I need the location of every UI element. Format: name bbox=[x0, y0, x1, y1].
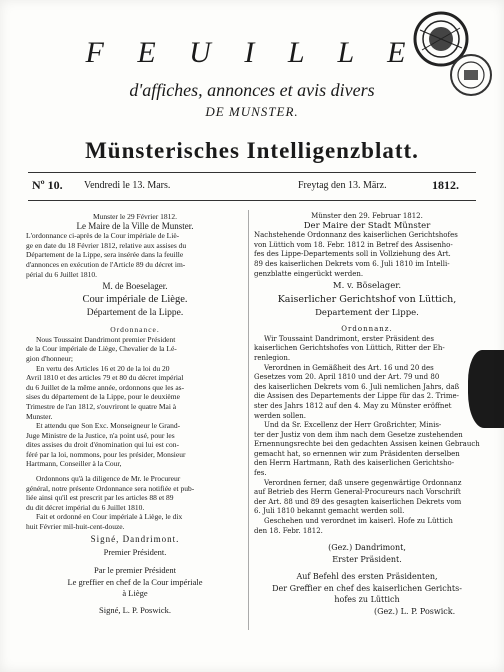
de-line: Der Maire der Stadt Münster bbox=[303, 220, 431, 231]
de-line: den Herrn Hartmann, Rath des kaiserlichen Gerichtsho- bbox=[254, 459, 455, 468]
de-line: Kaiserlicher Gerichtshof von Lüttich, bbox=[277, 294, 457, 306]
fr-line: Par le premier Président bbox=[94, 564, 176, 575]
fr-line: d'annonces en exécution de l'Article 89 du décret im- bbox=[26, 259, 186, 269]
fr-line: général, notre présente Ordonnance sera notifiée et pub- bbox=[26, 483, 195, 493]
masthead-place: DE MUNSTER. bbox=[205, 104, 299, 119]
french-column bbox=[26, 212, 244, 617]
fr-line: Et attendu que Son Exc. Monseigneur le Grand- bbox=[36, 421, 181, 431]
de-line: 6. Juli 1810 bekannt gemacht werden soll. bbox=[254, 507, 405, 516]
de-line: kaiserlichen Gerichtshofes von Lüttich, Ritter der Eh- bbox=[254, 344, 445, 353]
issue-number: Nº 10. bbox=[32, 178, 63, 192]
de-line: Ernennungsrechte bei den gedachten Assisen keinen Gebrauch bbox=[254, 440, 480, 449]
de-line: Ordonnanz. bbox=[341, 325, 393, 334]
fr-line: Signé, L. P. Poswick. bbox=[98, 604, 172, 615]
de-line: hofes zu Lüttich bbox=[334, 595, 400, 605]
fr-line: huit Février mil-huit-cent-douze. bbox=[26, 522, 125, 532]
german-date: Freytag den 13. März. bbox=[298, 180, 387, 191]
de-line: Gesetzes vom 20. April 1810 und der Art. 79 und 80 bbox=[254, 373, 440, 382]
fr-line: Signé, Dandrimont. bbox=[90, 533, 180, 544]
fr-line: Juge Ministre de la Justice, n'a point usé, pour les bbox=[26, 430, 175, 440]
fr-line: Le greffier en chef de la Cour impériale bbox=[67, 576, 203, 587]
de-line: Erster Präsident. bbox=[332, 555, 402, 565]
fr-line: Le Maire de la Ville de Munster. bbox=[76, 220, 194, 231]
dateline bbox=[28, 178, 476, 198]
masthead-german-title: Münsterisches Intelligenzblatt. bbox=[85, 138, 419, 163]
de-line: Wir Toussaint Dandrimont, erster Präsident des bbox=[264, 334, 434, 343]
fr-line: liée ainsi qu'il est prescrit par les articles 88 et 89 bbox=[26, 493, 174, 503]
fr-line: Munster le 29 Février 1812. bbox=[93, 212, 177, 221]
fr-line: En vertu des Articles 16 et 20 de la loi du 20 bbox=[36, 363, 170, 373]
fr-line: ge en date du 18 Février 1812, relative aux assises du bbox=[26, 240, 187, 250]
fr-line: de la Cour impériale de Liège, Chevalier de la Lé- bbox=[26, 344, 177, 354]
fr-line: du 6 Juillet de la même année, ordonnons que les as- bbox=[26, 382, 185, 392]
de-line: 89 des kaiserlichen Dekrets vom 6. Juli 1810 im Intelli- bbox=[254, 259, 450, 268]
de-line: fes des Lippe-Departements soll in Vollziehung des Art. bbox=[254, 250, 451, 259]
de-line: Geschehen und verordnet im kaiserl. Hofe zu Lüttich bbox=[264, 517, 453, 526]
masthead-rule bbox=[28, 172, 476, 173]
masthead-title: F E U I L L E bbox=[85, 36, 419, 69]
fr-line: dites assises du droit d'énomination qui lui est con- bbox=[26, 440, 179, 450]
de-line: Nachstehende Ordonnanz des kaiserlichen Gerichtshofes bbox=[254, 231, 458, 240]
de-line: (Gez.) Dandrimont, bbox=[328, 543, 406, 553]
de-line: den 18. Febr. 1812. bbox=[254, 526, 323, 535]
fr-line: périal du 6 Juillet 1810. bbox=[26, 269, 98, 279]
de-line: Verordnen in Gemäßheit des Art. 16 und 20 des bbox=[264, 363, 434, 372]
de-line: des kaiserlichen Dekrets vom 6. Juli nemlichen Jahrs, daß bbox=[254, 382, 460, 391]
masthead-subtitle: d'affiches, annonces et avis divers bbox=[129, 80, 375, 100]
de-line: ster des Jahrs 1812 auf den 4. May zu Münster eröffnet bbox=[254, 401, 452, 410]
fr-line: Cour impériale de Liège. bbox=[82, 294, 188, 306]
fr-line: Trimestre de l'an 1812, s'ouvriront le quatre Mai à bbox=[26, 401, 177, 411]
de-line: Der Greffier en chef des kaiserlichen Gerichts- bbox=[272, 584, 462, 594]
fr-line: Hartmann, Conseiller à la Cour, bbox=[26, 459, 122, 469]
ink-blot bbox=[468, 350, 504, 428]
fr-line: Département de la Lippe. bbox=[86, 308, 184, 319]
fr-line: du dit décret impérial du 6 Juillet 1810. bbox=[26, 502, 145, 512]
de-line: Auf Befehl des ersten Präsidenten, bbox=[296, 572, 438, 582]
de-line: der Art. 88 und 89 des gesagten kaiserlichen Dekrets vom bbox=[254, 497, 462, 506]
fr-line: Premier Président. bbox=[103, 546, 167, 557]
de-line: fes. bbox=[254, 469, 267, 478]
de-line: Und da Sr. Excellenz der Herr Großrichter, Minis- bbox=[264, 421, 442, 430]
fr-line: à Liège bbox=[122, 587, 148, 598]
fr-line: féré par la loi, nommons, pour les présider, Monsieur bbox=[26, 449, 186, 459]
de-line: ter der Justiz von dem ihm nach dem Gesetze zustehenden bbox=[254, 430, 463, 439]
de-line: renlegion. bbox=[254, 353, 291, 362]
de-line: Departement der Lippe. bbox=[315, 308, 419, 319]
fr-line: Nous Toussaint Dandrimont premier Président bbox=[36, 334, 176, 344]
de-line: werden sollen. bbox=[254, 411, 306, 420]
de-line: von Lüttich vom 18. Febr. 1812 in Betref des Assisenho- bbox=[254, 240, 453, 249]
fr-line: sises du département de la Lippe, pour le deuxième bbox=[26, 392, 180, 402]
fr-line: Ordonnance. bbox=[110, 325, 160, 335]
de-line: die Assisen des Departements der Lippe für das 2. Trime- bbox=[254, 392, 459, 401]
de-line: auf Betrieb des Herrn General-Procureurs nach Vorschrift bbox=[254, 488, 461, 497]
de-line: genzblatte eingerückt werden. bbox=[254, 269, 364, 278]
issue-year: 1812. bbox=[432, 178, 459, 192]
fr-line: Avril 1810 et des articles 79 et 80 du décret impérial bbox=[26, 373, 184, 383]
fr-line: gion d'honneur; bbox=[26, 353, 73, 363]
column-divider bbox=[248, 210, 249, 630]
de-line: (Gez.) L. P. Poswick. bbox=[374, 607, 456, 617]
fr-line: Département de la Lippe, sera insérée dans la feuille bbox=[26, 250, 184, 260]
de-line: Münster den 29. Februar 1812. bbox=[311, 212, 423, 220]
dateline-rule bbox=[28, 200, 476, 201]
fr-line: Fait et ordonné en Cour impériale à Liège, le dix bbox=[36, 512, 183, 522]
library-stamp-icon bbox=[448, 52, 494, 98]
fr-line: M. de Boeselager. bbox=[102, 281, 168, 292]
german-column bbox=[254, 212, 480, 618]
fr-line: Ordonnons qu'à la diligence de Mr. le Procureur bbox=[36, 474, 181, 484]
de-line: gemacht hat, so ernennen wir zum Präsidenten derselben bbox=[254, 449, 460, 458]
de-line: Verordnen ferner, daß unsere gegenwärtige Ordonnanz bbox=[264, 478, 462, 487]
fr-line: L'ordonnance ci-après de la Cour impériale de Liè- bbox=[26, 231, 180, 241]
fr-line: Munster. bbox=[26, 411, 53, 421]
de-line: M. v. Böselager. bbox=[332, 281, 402, 292]
french-date: Vendredi le 13. Mars. bbox=[84, 180, 171, 191]
